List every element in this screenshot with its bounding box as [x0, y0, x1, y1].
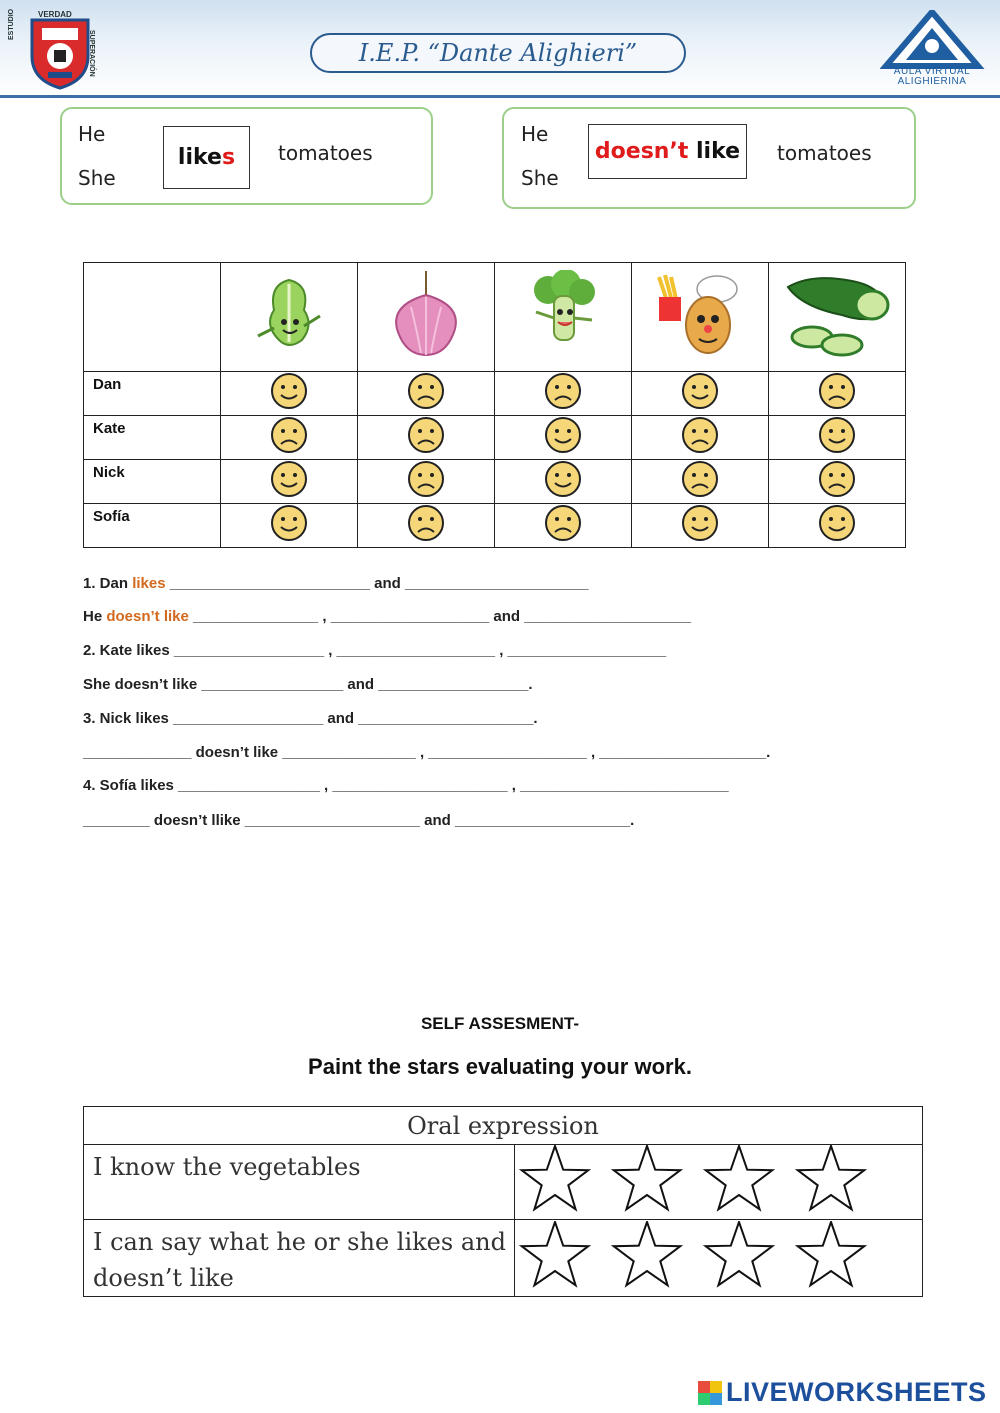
aula-line-1: AULA VIRTUAL [893, 66, 971, 77]
veg-header-potato [632, 263, 769, 372]
object-tomatoes: tomatoes [278, 141, 373, 165]
verb-suffix-s: s [221, 145, 236, 170]
star-icon[interactable] [522, 1222, 589, 1285]
sad-face-icon [681, 416, 719, 454]
face-cell [632, 460, 769, 504]
face-cell [632, 416, 769, 460]
face-cell [769, 372, 906, 416]
verb-box-likes [163, 126, 250, 189]
happy-face-icon [818, 504, 856, 542]
student-name: Kate [93, 420, 126, 437]
sentence-1a-prefix: 1. Dan [83, 575, 133, 592]
face-cell [221, 416, 358, 460]
verb-like: like [696, 139, 741, 164]
sad-face-icon [544, 372, 582, 410]
onion-icon [381, 267, 471, 362]
criterion-likes: I can say what he or she likes and doesn’t like [84, 1220, 515, 1297]
happy-face-icon [270, 372, 308, 410]
star-icon[interactable] [706, 1146, 773, 1209]
pronoun-she: She [78, 166, 116, 190]
pronoun-she-negative: She [521, 166, 559, 190]
broccoli-icon [518, 270, 608, 360]
student-name: Dan [93, 376, 122, 393]
sad-face-icon [681, 460, 719, 498]
sad-face-icon [407, 504, 445, 542]
veg-header-lettuce [221, 263, 358, 372]
sentence-1b-highlight: doesn’t like [106, 608, 189, 625]
student-name: Nick [93, 464, 125, 481]
star-icon[interactable] [614, 1222, 681, 1285]
table-row [84, 460, 906, 504]
sentence-1a-highlight: likes [132, 575, 166, 592]
aula-line-2: ALIGHIERINA [897, 76, 967, 87]
header-divider [0, 95, 1000, 98]
sad-face-icon [270, 416, 308, 454]
potato-icon [653, 267, 748, 362]
happy-face-icon [681, 504, 719, 542]
face-cell [769, 416, 906, 460]
stars-row-1 [515, 1145, 923, 1220]
face-cell [769, 460, 906, 504]
verb-base: like [177, 145, 222, 170]
student-name-cell [84, 504, 221, 548]
table-corner [84, 263, 221, 372]
verb-box-doesnt-like [588, 124, 747, 179]
liveworksheets-mark [698, 1381, 722, 1405]
student-name-cell [84, 460, 221, 504]
sentence-2a[interactable]: 2. Kate likes __________________ , ___________________ , ___________________ [83, 642, 667, 659]
face-cell [221, 504, 358, 548]
table-row [84, 416, 906, 460]
sad-face-icon [818, 460, 856, 498]
crest-motto-top: VERDAD [38, 10, 72, 19]
face-cell [358, 504, 495, 548]
happy-face-icon [544, 416, 582, 454]
sentence-3b[interactable]: _____________ doesn’t like ________________ , ___________________ , ____________________. [83, 744, 771, 761]
criterion-vegetables: I know the vegetables [84, 1145, 515, 1220]
sentence-1a-blanks[interactable]: ________________________ and ______________________ [165, 575, 589, 592]
sad-face-icon [407, 460, 445, 498]
veg-header-broccoli [495, 263, 632, 372]
star-icon[interactable] [798, 1146, 865, 1209]
face-cell [358, 460, 495, 504]
star-icon[interactable] [522, 1146, 589, 1209]
stars-row-2 [515, 1220, 923, 1297]
face-cell [632, 372, 769, 416]
oral-expression-header: Oral expression [84, 1107, 923, 1145]
pronoun-he: He [78, 122, 106, 146]
pronoun-he-negative: He [521, 122, 549, 146]
sentence-4a[interactable]: 4. Sofía likes _________________ , _____________________ , _________________________ [83, 777, 729, 794]
student-name-cell [84, 416, 221, 460]
face-cell [495, 372, 632, 416]
likes-table-body [84, 372, 906, 548]
self-assessment-instruction: Paint the stars evaluating your work. [308, 1054, 692, 1079]
self-assessment-title: SELF ASSESMENT- [420, 1014, 580, 1033]
sentence-2b[interactable]: She doesn’t like _________________ and __________________. [83, 676, 533, 693]
face-cell [358, 372, 495, 416]
table-row [84, 372, 906, 416]
star-rating-1 [515, 1145, 922, 1215]
star-icon[interactable] [614, 1146, 681, 1209]
happy-face-icon [270, 504, 308, 542]
veg-header-onion [358, 263, 495, 372]
aula-virtual-caption [882, 67, 982, 87]
face-cell [769, 504, 906, 548]
lettuce-icon [244, 270, 334, 360]
happy-face-icon [544, 460, 582, 498]
self-assessment-table [83, 1106, 923, 1297]
student-name-cell [84, 372, 221, 416]
sentence-1b-blanks[interactable]: _______________ , ___________________ and ____________________ [188, 608, 692, 625]
happy-face-icon [270, 460, 308, 498]
sad-face-icon [407, 372, 445, 410]
face-cell [495, 416, 632, 460]
sentence-1b [83, 608, 691, 625]
face-cell [221, 460, 358, 504]
face-cell [495, 504, 632, 548]
sentence-3a[interactable]: 3. Nick likes __________________ and _____________________. [83, 710, 538, 727]
negation-doesnt: doesn’t [594, 139, 689, 164]
face-cell [358, 416, 495, 460]
crest-motto-right: SUPERACIÓN [88, 30, 95, 77]
face-cell [632, 504, 769, 548]
object-tomatoes-negative: tomatoes [777, 141, 872, 165]
star-icon[interactable] [798, 1222, 865, 1285]
sad-face-icon [544, 504, 582, 542]
sentence-4b[interactable]: ________ doesn’t llike _____________________ and _____________________. [83, 812, 635, 829]
happy-face-icon [818, 416, 856, 454]
star-rating-2 [515, 1221, 922, 1291]
school-name: I.E.P. “Dante Alighieri” [310, 33, 686, 73]
table-row [84, 504, 906, 548]
veg-header-cucumber [769, 263, 906, 372]
face-cell [221, 372, 358, 416]
student-name: Sofía [93, 508, 130, 525]
liveworksheets-logo[interactable]: LIVEWORKSHEETS [726, 1377, 987, 1407]
sad-face-icon [818, 372, 856, 410]
sentence-1b-prefix: He [83, 608, 107, 625]
face-cell [495, 460, 632, 504]
crest-motto-left: ESTUDIO [8, 8, 15, 40]
likes-table [83, 262, 906, 548]
happy-face-icon [681, 372, 719, 410]
cucumber-icon [782, 267, 892, 362]
sad-face-icon [407, 416, 445, 454]
sentence-1a [83, 575, 588, 592]
star-icon[interactable] [706, 1222, 773, 1285]
